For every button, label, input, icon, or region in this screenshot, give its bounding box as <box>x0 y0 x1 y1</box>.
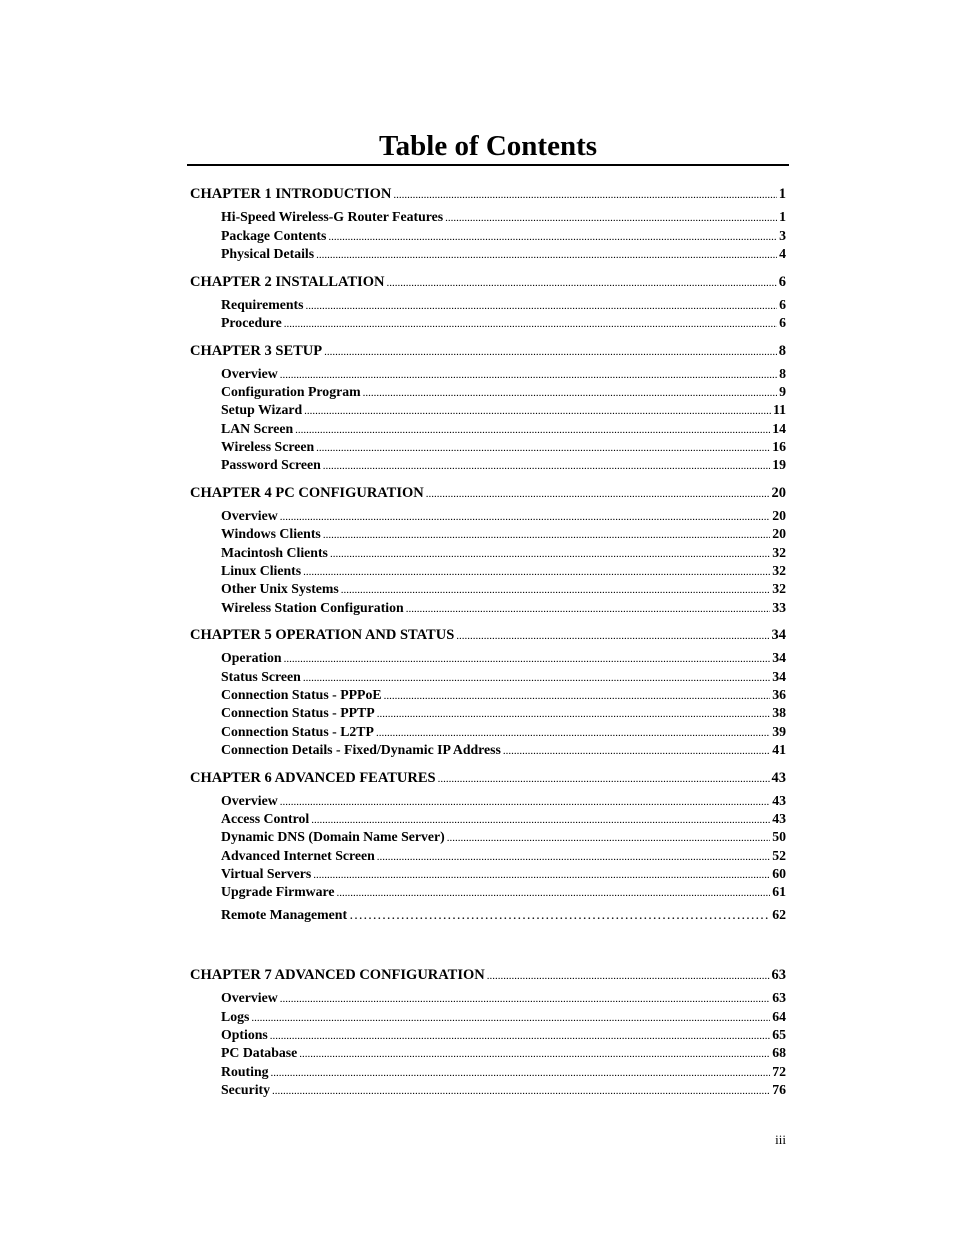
dot-leader <box>323 525 770 544</box>
toc-chapter-5[interactable] <box>190 626 786 644</box>
dot-leader <box>341 580 770 599</box>
toc-page-number: 19 <box>772 457 786 472</box>
toc-section-label: Wireless Screen <box>221 439 315 454</box>
dot-leader <box>445 208 777 227</box>
dot-leader <box>313 865 770 884</box>
toc-section[interactable] <box>221 438 786 456</box>
dot-leader <box>284 314 777 333</box>
toc-section-label: Operation <box>221 650 282 665</box>
toc-page-number: 39 <box>772 724 786 739</box>
toc-chapter-2[interactable] <box>190 273 786 291</box>
dot-leader <box>280 365 777 384</box>
dot-leader <box>271 1063 771 1082</box>
toc-page-number: 9 <box>779 384 786 399</box>
dot-leader <box>316 438 770 457</box>
toc-page-number: 43 <box>771 770 786 786</box>
toc-chapter-4[interactable] <box>190 484 786 502</box>
toc-page-number: 64 <box>772 1009 786 1024</box>
toc-page-number: 6 <box>778 274 786 290</box>
dot-leader <box>299 1044 770 1063</box>
dot-leader <box>280 792 771 811</box>
toc-section-label: Security <box>221 1082 271 1097</box>
toc-section[interactable] <box>221 1044 786 1062</box>
toc-section[interactable] <box>221 741 786 759</box>
dot-leader <box>323 456 770 475</box>
dot-leader <box>303 562 770 581</box>
toc-section[interactable] <box>221 668 786 686</box>
dot-leader <box>456 626 769 645</box>
toc-section-label: Macintosh Clients <box>221 545 328 560</box>
dot-leader <box>284 649 771 668</box>
toc-chapter-label: CHAPTER 6 ADVANCED FEATURES <box>190 770 436 786</box>
dot-leader <box>447 828 770 847</box>
toc-section-label: Requirements <box>221 297 304 312</box>
toc-section-label: Connection Status - PPTP <box>221 705 375 720</box>
toc-section[interactable] <box>221 456 786 474</box>
dot-leader <box>270 1026 770 1045</box>
toc-section-label: Linux Clients <box>221 563 302 578</box>
toc-section-label: Configuration Program <box>221 384 361 399</box>
toc-section-label: Procedure <box>221 315 282 330</box>
toc-section[interactable] <box>221 723 786 741</box>
toc-section[interactable] <box>221 562 786 580</box>
toc-page-number: 61 <box>772 884 786 899</box>
dot-leader <box>384 686 771 705</box>
toc-page-number: 72 <box>772 1064 786 1079</box>
toc-section[interactable] <box>221 245 786 263</box>
toc-page-number: 41 <box>772 742 786 757</box>
toc-page-number: 6 <box>779 315 786 330</box>
toc-chapter-3[interactable] <box>190 342 786 360</box>
toc-section-label: Windows Clients <box>221 526 321 541</box>
toc-page-number: 62 <box>772 907 786 922</box>
toc-page-number: 8 <box>779 366 786 381</box>
toc-section[interactable] <box>221 828 786 846</box>
toc-section[interactable] <box>221 420 786 438</box>
toc-page-number: 20 <box>771 485 786 501</box>
toc-section-label: PC Database <box>221 1045 298 1060</box>
toc-section[interactable] <box>221 1026 786 1044</box>
toc-section-label: Status Screen <box>221 669 301 684</box>
toc-section[interactable] <box>221 865 786 883</box>
toc-page-number: 76 <box>772 1082 786 1097</box>
toc-section[interactable] <box>221 296 786 314</box>
dot-leader <box>487 966 770 985</box>
dot-leader <box>272 1081 770 1100</box>
toc-section-label: Physical Details <box>221 246 315 261</box>
toc-page-number: 20 <box>772 508 786 523</box>
toc-page-number: 34 <box>772 650 786 665</box>
toc-section[interactable] <box>221 883 786 901</box>
toc-chapter-7[interactable] <box>190 966 786 984</box>
toc-chapter-label: CHAPTER 2 INSTALLATION <box>190 274 385 290</box>
dot-leader <box>377 847 770 866</box>
toc-section-label: Setup Wizard <box>221 402 303 417</box>
toc-page-number: 50 <box>772 829 786 844</box>
toc-section-label: Logs <box>221 1009 250 1024</box>
dot-leader <box>503 741 770 760</box>
toc-page-number: 43 <box>772 811 786 826</box>
toc-chapter-label: CHAPTER 1 INTRODUCTION <box>190 186 392 202</box>
toc-section-label: Password Screen <box>221 457 321 472</box>
toc-page-number: 4 <box>779 246 786 261</box>
dot-leader <box>251 1008 770 1027</box>
dot-leader <box>280 507 771 526</box>
dot-leader <box>316 245 777 264</box>
toc-page-number: 16 <box>772 439 786 454</box>
dot-leader <box>306 296 778 315</box>
dot-leader <box>386 273 776 292</box>
toc-section[interactable] <box>221 208 786 226</box>
toc-section[interactable] <box>221 649 786 667</box>
toc-page-number: 65 <box>772 1027 786 1042</box>
toc-page-number: 1 <box>778 186 786 202</box>
toc-page-number: 14 <box>772 421 786 436</box>
toc-section[interactable] <box>221 989 786 1007</box>
dot-leader <box>295 420 770 439</box>
toc-chapter-label: CHAPTER 7 ADVANCED CONFIGURATION <box>190 967 485 983</box>
toc-page-number: 6 <box>779 297 786 312</box>
toc-section[interactable] <box>221 792 786 810</box>
dot-leader <box>438 769 770 788</box>
toc-section-label: Dynamic DNS (Domain Name Server) <box>221 829 445 844</box>
toc-page-number: 32 <box>772 563 786 578</box>
toc-section-label: Overview <box>221 990 278 1005</box>
toc-section-label: Remote Management <box>221 907 348 922</box>
toc-page-number: 34 <box>771 627 786 643</box>
toc-section[interactable] <box>221 1008 786 1026</box>
toc-section-label: Options <box>221 1027 268 1042</box>
toc-page-number: 52 <box>772 848 786 863</box>
toc-page-number: 63 <box>772 990 786 1005</box>
toc-section[interactable] <box>221 810 786 828</box>
dot-leader <box>328 227 777 246</box>
toc-page-number: 3 <box>779 228 786 243</box>
toc-section-label: Advanced Internet Screen <box>221 848 375 863</box>
toc-section[interactable] <box>221 507 786 525</box>
toc-section-label: Connection Details - Fixed/Dynamic IP Address <box>221 742 501 757</box>
toc-section[interactable] <box>221 1063 786 1081</box>
toc-section-label: Access Control <box>221 811 310 826</box>
toc-page-number: 33 <box>772 600 786 615</box>
toc-page-number: 38 <box>772 705 786 720</box>
dot-leader <box>376 723 770 742</box>
dot-leader <box>337 883 771 902</box>
toc-chapter-label: CHAPTER 4 PC CONFIGURATION <box>190 485 424 501</box>
toc-section[interactable] <box>221 227 786 245</box>
toc-page-number: 1 <box>779 209 786 224</box>
dot-leader <box>349 906 770 925</box>
toc-page-number: 32 <box>772 545 786 560</box>
toc-chapter-label: CHAPTER 3 SETUP <box>190 343 323 359</box>
dot-leader <box>303 668 770 687</box>
toc-page-number: 60 <box>772 866 786 881</box>
toc-section[interactable] <box>221 365 786 383</box>
toc-section[interactable] <box>221 1081 786 1099</box>
toc-page-number: 36 <box>772 687 786 702</box>
toc-section-label: Other Unix Systems <box>221 581 339 596</box>
dot-leader <box>330 544 770 563</box>
page-number-footer: iii <box>775 1132 786 1147</box>
toc-page-number: 8 <box>778 343 786 359</box>
toc-page-number: 34 <box>772 669 786 684</box>
toc-section[interactable] <box>221 525 786 543</box>
toc-chapter-6[interactable] <box>190 769 786 787</box>
title-rule <box>187 164 789 166</box>
toc-page-number: 63 <box>771 967 786 983</box>
toc-page-number: 32 <box>772 581 786 596</box>
toc-section-label: LAN Screen <box>221 421 294 436</box>
toc-page-number: 20 <box>772 526 786 541</box>
toc-section[interactable] <box>221 383 786 401</box>
dot-leader <box>426 484 770 503</box>
dot-leader <box>406 599 771 618</box>
toc-section[interactable] <box>221 847 786 865</box>
toc-section-label: Overview <box>221 508 278 523</box>
toc-section-label: Overview <box>221 366 278 381</box>
toc-section-label: Overview <box>221 793 278 808</box>
toc-section[interactable] <box>221 314 786 332</box>
toc-section[interactable] <box>221 906 786 924</box>
toc-section-label: Wireless Station Configuration <box>221 600 404 615</box>
dot-leader <box>393 185 776 204</box>
toc-section[interactable] <box>221 580 786 598</box>
dot-leader <box>311 810 770 829</box>
toc-section-label: Hi-Speed Wireless-G Router Features <box>221 209 444 224</box>
toc-page-number: 11 <box>772 402 786 417</box>
toc-page-number: 68 <box>772 1045 786 1060</box>
dot-leader <box>304 401 771 420</box>
dot-leader <box>363 383 777 402</box>
toc-section[interactable] <box>221 401 786 419</box>
toc-section[interactable] <box>221 686 786 704</box>
toc-section-label: Routing <box>221 1064 269 1079</box>
dot-leader <box>280 989 771 1008</box>
dot-leader <box>324 342 777 361</box>
page-title: Table of Contents <box>378 130 598 162</box>
toc-section[interactable] <box>221 704 786 722</box>
toc-section-label: Package Contents <box>221 228 327 243</box>
toc-section[interactable] <box>221 599 786 617</box>
toc-chapter-1[interactable] <box>190 185 786 203</box>
toc-section-label: Upgrade Firmware <box>221 884 335 899</box>
toc-section[interactable] <box>221 544 786 562</box>
toc-section-label: Connection Status - L2TP <box>221 724 374 739</box>
toc-chapter-label: CHAPTER 5 OPERATION AND STATUS <box>190 627 455 643</box>
toc-page-number: 43 <box>772 793 786 808</box>
toc-section-label: Connection Status - PPPoE <box>221 687 382 702</box>
dot-leader <box>377 704 771 723</box>
toc-section-label: Virtual Servers <box>221 866 312 881</box>
